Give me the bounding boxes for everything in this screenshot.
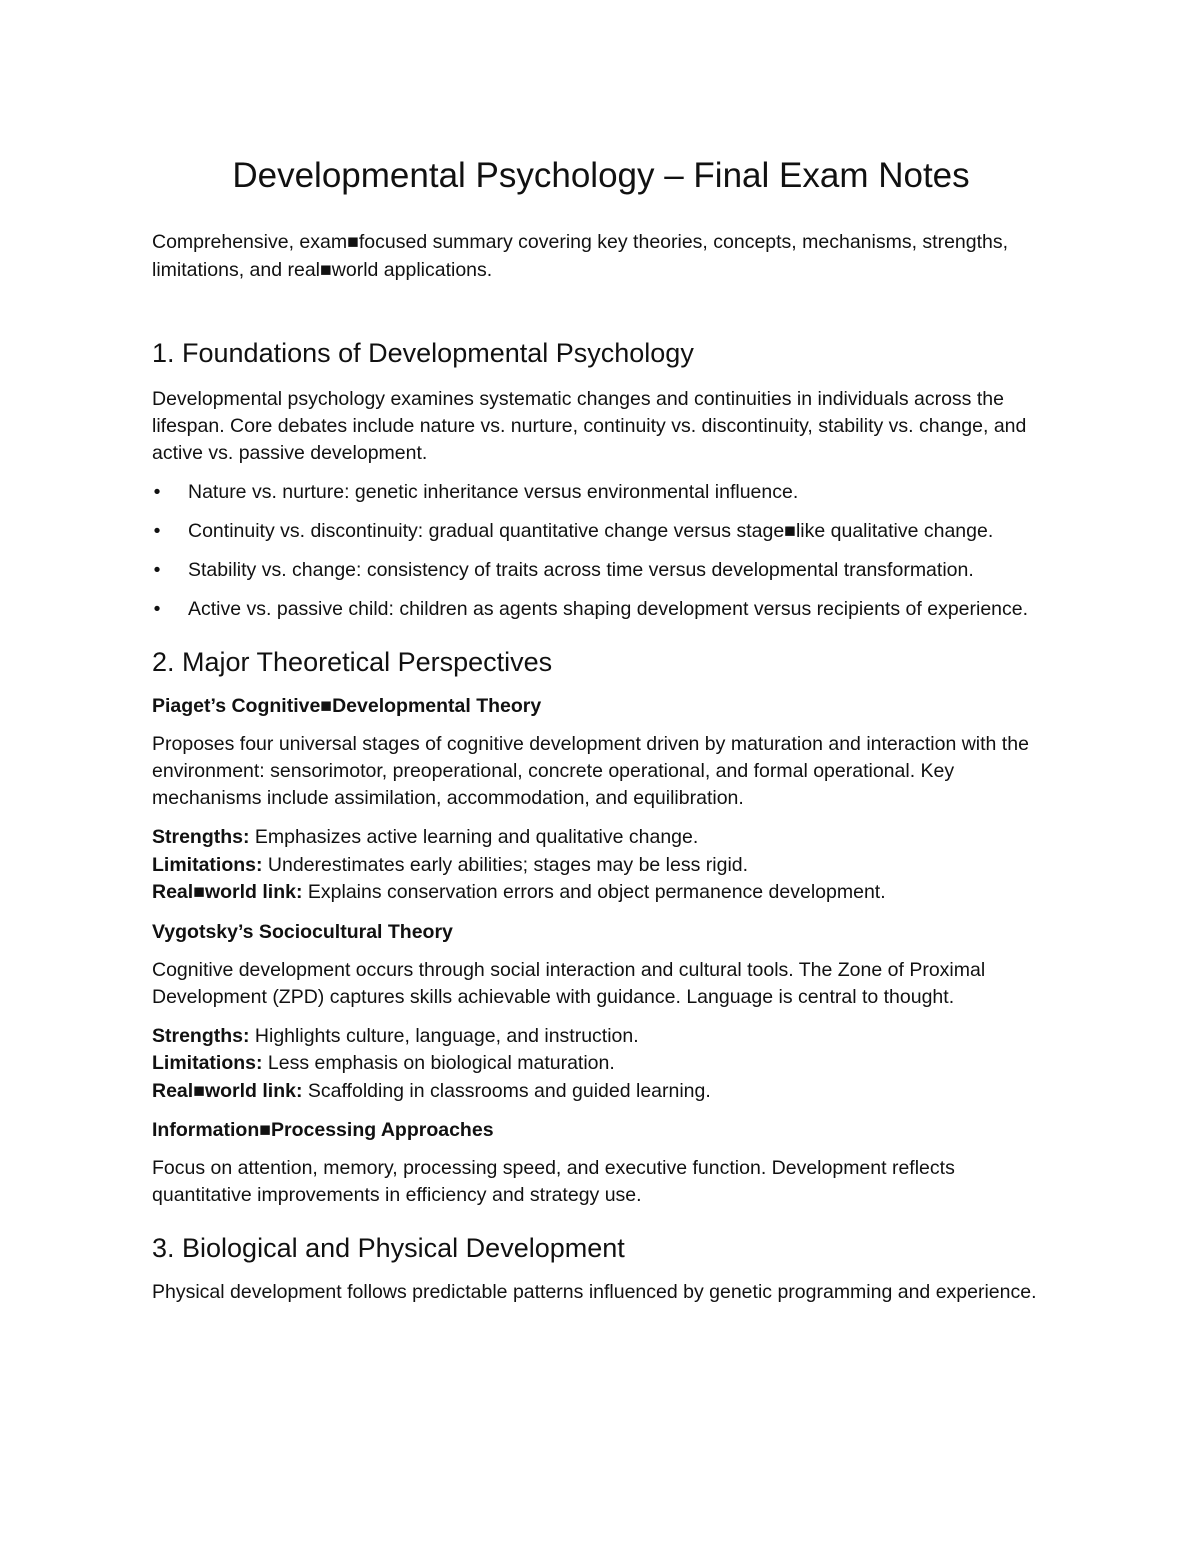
section-theories — [152, 645, 1050, 1209]
strengths-line: Strengths: Highlights culture, language, and instruction. — [152, 1024, 639, 1047]
strengths-line: Strengths: Emphasizes active learning and qualitative change. — [152, 826, 699, 848]
document-title: Developmental Psychology – Final Exam Notes — [232, 156, 970, 195]
theory-title-information-processing: Information■Processing Approaches — [152, 1119, 494, 1141]
realworld-line: Real■world link: Explains conservation errors and object permanence development. — [152, 881, 886, 903]
section-heading: 3. Biological and Physical Development — [152, 1233, 625, 1263]
bullet-icon: • — [153, 520, 161, 542]
limitations-line: Limitations: Underestimates early abilities; stages may be less rigid. — [152, 853, 749, 876]
debates-list — [152, 479, 1050, 623]
section-intro: Developmental psychology examines systematic changes and continuities in individuals across the lifespan. Core debates include nature vs. nurture, continuity vs. discontinuity, stability vs. change, and active vs. passive development. — [152, 388, 1027, 464]
list-item: • Stability vs. change: consistency of traits across time versus developmental transformation. — [152, 557, 1050, 584]
section-biological — [152, 1231, 1050, 1306]
section-heading: 2. Major Theoretical Perspectives — [152, 647, 553, 677]
document-subtitle: Comprehensive, exam■focused summary covering key theories, concepts, mechanisms, strengths, limitations, and real■world applications. — [152, 231, 1009, 281]
theory-evaluation-vygotsky — [152, 1023, 1050, 1106]
section-intro: Physical development follows predictable patterns influenced by genetic programming and experience. — [152, 1281, 1037, 1303]
bullet-icon: • — [153, 481, 161, 503]
section-foundations — [152, 336, 1050, 623]
theory-body-piaget: Proposes four universal stages of cognitive development driven by maturation and interaction with the environment: sensorimotor, preoperational, concrete operational, and formal operational. Key mechanisms include assimilation, accommodation, and equilibration. — [152, 733, 1029, 809]
bullet-icon: • — [153, 559, 161, 581]
realworld-line: Real■world link: Scaffolding in classrooms and guided learning. — [152, 1079, 711, 1102]
list-item: • Continuity vs. discontinuity: gradual quantitative change versus stage■like qualitative change. — [152, 518, 1050, 545]
limitations-line: Limitations: Less emphasis on biological maturation. — [152, 1052, 615, 1074]
theory-body-information-processing: Focus on attention, memory, processing speed, and executive function. Development reflects quantitative improvements in efficiency and strategy use. — [152, 1157, 955, 1206]
theory-body-vygotsky: Cognitive development occurs through social interaction and cultural tools. The Zone of Proximal Development (ZPD) captures skills achievable with guidance. Language is central to thought. — [152, 958, 986, 1008]
section-heading: 1. Foundations of Developmental Psychology — [152, 338, 694, 368]
theory-title-vygotsky: Vygotsky’s Sociocultural Theory — [152, 920, 453, 943]
theory-title-piaget: Piaget’s Cognitive■Developmental Theory — [152, 695, 542, 717]
theory-evaluation-piaget — [152, 824, 1050, 907]
list-item: • Active vs. passive child: children as agents shaping development versus recipients of experience. — [152, 596, 1050, 623]
bullet-icon: • — [153, 598, 161, 620]
list-item: • Nature vs. nurture: genetic inheritance versus environmental influence. — [152, 479, 1050, 506]
